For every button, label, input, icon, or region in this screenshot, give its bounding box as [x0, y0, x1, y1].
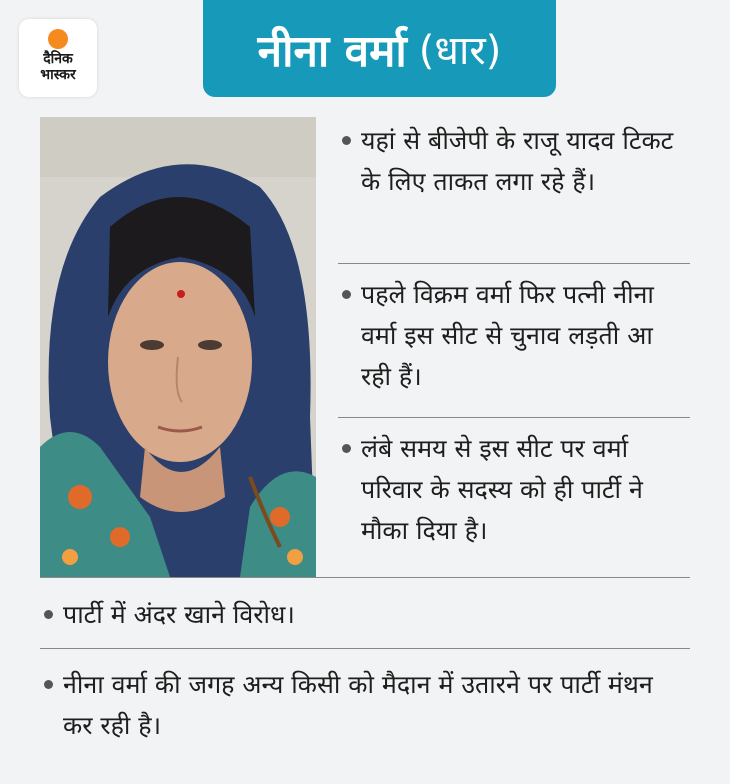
- dainik-bhaskar-logo: [19, 19, 97, 97]
- point-text: पार्टी में अंदर खाने विरोध।: [63, 600, 295, 629]
- bullet-icon: [342, 290, 351, 299]
- divider: [338, 263, 690, 264]
- divider: [40, 577, 690, 578]
- divider: [338, 417, 690, 418]
- list-item: [338, 274, 690, 417]
- list-item: [338, 428, 690, 571]
- constituency-name: (धार): [418, 28, 502, 74]
- point-text: नीना वर्मा की जगह अन्य किसी को मैदान में उतारने पर पार्टी मंथन कर रही है।: [63, 670, 653, 740]
- bullet-icon: [44, 610, 53, 619]
- point-text: लंबे समय से इस सीट पर वर्मा परिवार के सदस्य को ही पार्टी ने मौका दिया है।: [361, 434, 643, 545]
- candidate-name: नीना वर्मा: [257, 25, 407, 77]
- point-text: पहले विक्रम वर्मा फिर पत्नी नीना वर्मा इस सीट से चुनाव लड़ती आ रही हैं।: [361, 280, 654, 391]
- bullet-icon: [342, 136, 351, 145]
- divider: [40, 648, 690, 649]
- bullet-icon: [342, 444, 351, 453]
- candidate-photo: [40, 117, 316, 577]
- list-item: [40, 664, 690, 746]
- title-banner: [203, 0, 556, 97]
- side-points-list: [338, 120, 690, 571]
- list-item: [338, 120, 690, 263]
- logo-text-line2: भास्कर: [40, 67, 76, 83]
- point-text: यहां से बीजेपी के राजू यादव टिकट के लिए ताकत लगा रहे हैं।: [361, 126, 674, 196]
- list-item: [40, 594, 690, 635]
- bullet-icon: [44, 680, 53, 689]
- logo-text-line1: दैनिक: [43, 51, 73, 67]
- portrait-illustration: [40, 117, 316, 577]
- sun-icon: [48, 29, 68, 49]
